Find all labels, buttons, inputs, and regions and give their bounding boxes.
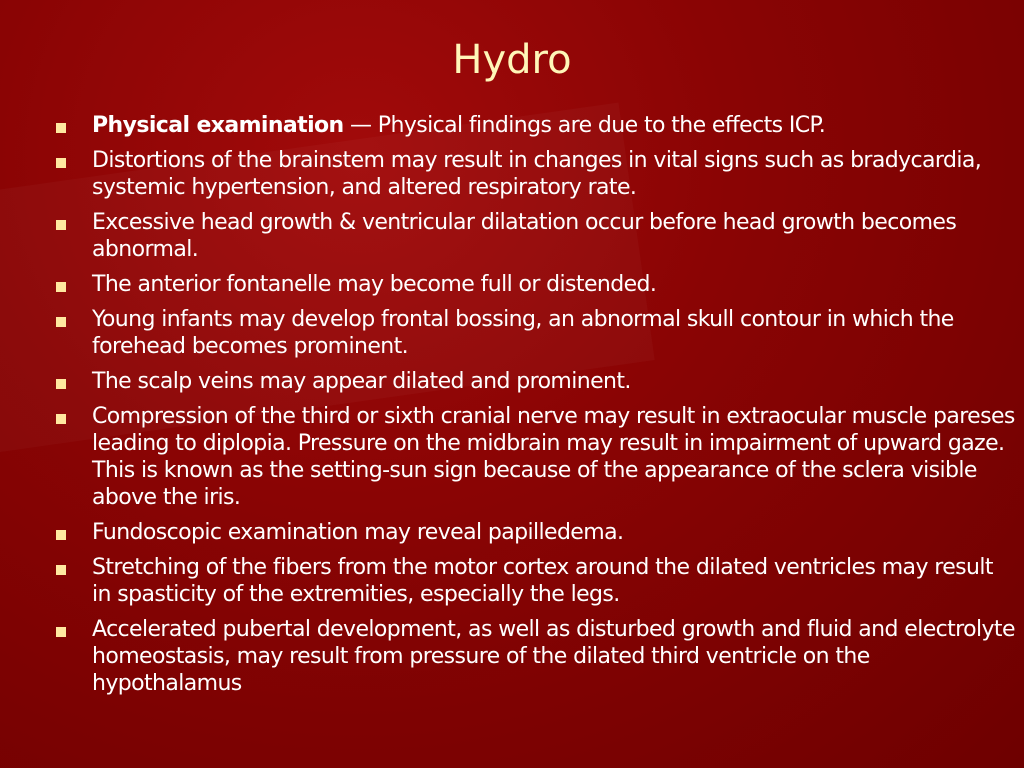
square-bullet-icon bbox=[56, 220, 66, 230]
bullet-text: Fundoscopic examination may reveal papilledema. bbox=[92, 520, 624, 545]
bullet-item-pubertal-development bbox=[56, 616, 1016, 697]
slide-title: Hydro bbox=[452, 37, 572, 83]
square-bullet-icon bbox=[56, 158, 66, 168]
bullet-item-physical-examination bbox=[56, 112, 1016, 139]
square-bullet-icon bbox=[56, 627, 66, 637]
bullet-text: Young infants may develop frontal bossing, an abnormal skull contour in which the forehead becomes prominent. bbox=[92, 307, 954, 359]
bullet-item-fontanelle bbox=[56, 271, 1016, 298]
square-bullet-icon bbox=[56, 414, 66, 424]
bullet-text: Excessive head growth & ventricular dilatation occur before head growth becomes abnormal. bbox=[92, 210, 957, 262]
bullet-text: The scalp veins may appear dilated and prominent. bbox=[92, 369, 631, 394]
bullet-item-fundoscopic bbox=[56, 519, 1016, 546]
square-bullet-icon bbox=[56, 282, 66, 292]
bullet-item-cranial-nerve bbox=[56, 403, 1016, 511]
bullet-text: Distortions of the brainstem may result in changes in vital signs such as bradycardia, systemic hypertension, and altered respiratory rate. bbox=[92, 148, 982, 200]
bullet-item-scalp-veins bbox=[56, 368, 1016, 395]
bullet-item-motor-cortex bbox=[56, 554, 1016, 608]
square-bullet-icon bbox=[56, 565, 66, 575]
square-bullet-icon bbox=[56, 379, 66, 389]
square-bullet-icon bbox=[56, 123, 66, 133]
bullet-text: Compression of the third or sixth cranial nerve may result in extraocular muscle pareses leading to diplopia. Pressure on the midbrain may result in impairment of upward gaze. This is known as the setting-sun sign because of the appearance of the sclera visible above the iris. bbox=[92, 404, 1015, 510]
square-bullet-icon bbox=[56, 317, 66, 327]
bullet-item-brainstem bbox=[56, 147, 1016, 201]
bullet-item-head-growth bbox=[56, 209, 1016, 263]
bullet-text: — Physical findings are due to the effects ICP. bbox=[343, 113, 826, 138]
bullet-text: Stretching of the fibers from the motor cortex around the dilated ventricles may result in spasticity of the extremities, especially the legs. bbox=[92, 555, 993, 607]
bullet-bold-label: Physical examination bbox=[92, 113, 344, 138]
bullet-text: Accelerated pubertal development, as well as disturbed growth and fluid and electrolyte homeostasis, may result from pressure of the dilated third ventricle on the hypothalamus bbox=[92, 617, 1015, 696]
bullet-text: The anterior fontanelle may become full or distended. bbox=[92, 272, 657, 297]
bullet-list bbox=[56, 112, 1016, 705]
square-bullet-icon bbox=[56, 530, 66, 540]
bullet-item-frontal-bossing bbox=[56, 306, 1016, 360]
